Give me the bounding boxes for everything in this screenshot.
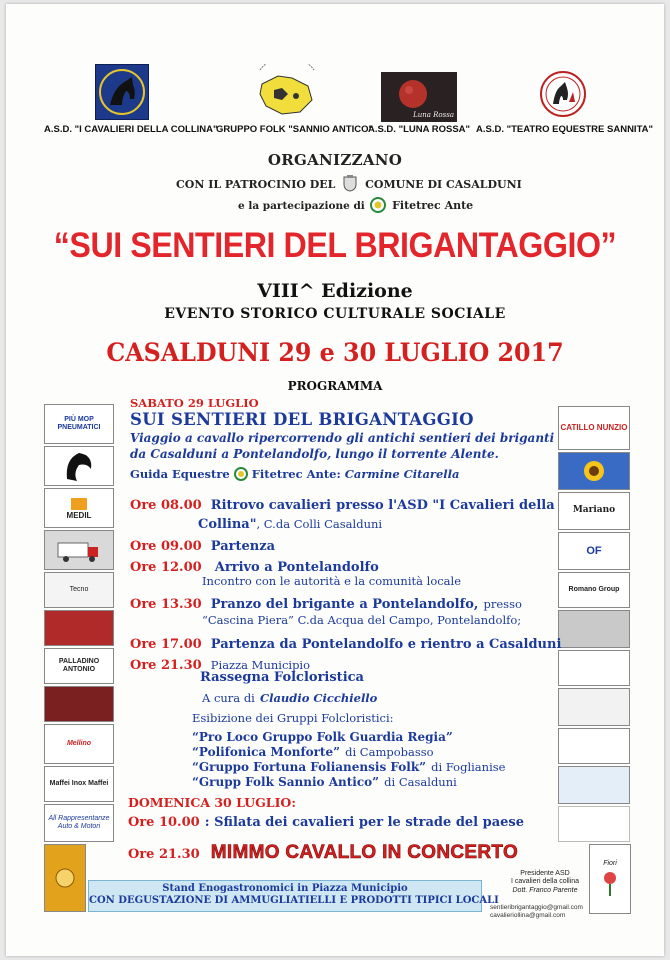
ad-palladino: PALLADINO ANTONIO (44, 648, 114, 684)
sunflower-icon (579, 456, 609, 486)
gold-emblem-icon (53, 866, 77, 890)
ad-of: OF (558, 532, 630, 570)
time-1330: Ore 13.30 (130, 597, 202, 612)
patrocinio-pre: CON IL PATROCINIO DEL (176, 178, 336, 191)
line2a-0800: Collina" (198, 517, 257, 532)
time-1200: Ore 12.00 (130, 560, 202, 575)
ad-tecno: Tecno (44, 572, 114, 608)
group-item (192, 771, 457, 790)
president-line1: Presidente ASD (520, 870, 570, 877)
organizzano-heading: ORGANIZZANO (267, 151, 403, 169)
title-1330: Pranzo del brigante a Pontelandolfo, (210, 597, 479, 612)
ad-maffei: Maffei Inox Maffei (44, 766, 114, 802)
edition-text: VIII^ Edizione (257, 280, 413, 302)
title-0800: Ritrovo cavalieri (210, 498, 332, 513)
schedule-item-1200 (130, 556, 379, 575)
president-line2: I cavalieri della collina (510, 878, 580, 886)
sunday-label: DOMENICA 30 LUGLIO: (128, 795, 296, 810)
stand-box (88, 880, 499, 912)
subtitle-text: EVENTO STORICO CULTURALE SOCIALE (164, 306, 506, 322)
group-name: “Pro Loco Gruppo Folk Guardia Regia” (192, 730, 453, 744)
line3a-2130: A cura di (202, 691, 255, 705)
saturday-label: SABATO 29 LUGLIO (130, 396, 259, 410)
line2-1200: Incontro con le autorità e la comunità locale (202, 574, 462, 588)
ad-building (558, 610, 630, 648)
ad-sunflower (558, 452, 630, 490)
title-1700: Partenza da Pontelandolfo e rientro a Casalduni (210, 637, 562, 652)
schedule-item-0800 (130, 494, 555, 513)
ad-right-8 (558, 688, 630, 726)
programma-heading: PROGRAMMA (287, 379, 383, 393)
time-0900: Ore 09.00 (130, 539, 202, 554)
partecipazione-pre: e la partecipazione di (238, 200, 365, 212)
box-logo-icon (69, 496, 89, 512)
guide-line: Guida Equestre Fitetrec Ante: Carmine Citarella (130, 467, 460, 481)
rest-0800: presso l'ASD "I Cavalieri della (336, 498, 555, 513)
sunday-item-2130 (128, 842, 518, 864)
title2-2130: Rassegna Folcloristica (200, 670, 364, 685)
group-name: “Polifonica Monforte” (192, 745, 341, 759)
guide-name: Carmine Citarella (344, 467, 460, 481)
rest-2130: Piazza Municipio (210, 658, 311, 672)
equestrian-theater-logo-icon (537, 68, 589, 120)
ad-red-band (44, 610, 114, 646)
ad-catillo: CATILLO NUNZIO (558, 406, 630, 450)
municipal-crest-icon (342, 175, 358, 192)
rest-1330: presso (483, 597, 522, 611)
group-name: “Grupp Folk Sannio Antico” (192, 775, 380, 789)
saturday-desc-2: da Casalduni a Pontelandolfo, lungo il torrente Alente. (130, 447, 499, 461)
ad-mariano: Mariano (558, 492, 630, 530)
time-1000: Ore 10.00 (128, 815, 200, 830)
schedule-item-0800-line2 (198, 513, 382, 532)
group-place: di Campobasso (345, 745, 434, 759)
logo-caption-sannio: GRUPPO FOLK "SANNIO ANTICO" (216, 124, 373, 135)
logo-sannio-antico (252, 64, 322, 122)
stand-line1: Stand Enogastronomici in Piazza Municipio (162, 883, 408, 894)
patrocinio-line (176, 175, 522, 192)
time-sunday-2130: Ore 21.30 (128, 847, 200, 862)
group-name: “Gruppo Fortuna Folianensis Folk” (192, 760, 427, 774)
logo-caption-cavalieri: A.S.D. "I CAVALIERI DELLA COLLINA" (44, 124, 218, 135)
flower-icon (598, 868, 622, 898)
schedule-item-1330 (130, 593, 522, 612)
guide-org: Fitetrec Ante (251, 467, 337, 481)
folk-map-logo-icon (252, 64, 322, 122)
ad-pneumatici: PIÙ MOP PNEUMATICI (44, 404, 114, 444)
fitetrec-logo-icon (370, 197, 386, 213)
president-line3: Dott. Franco Parente (512, 886, 578, 894)
patrocinio-post: COMUNE DI CASALDUNI (365, 178, 522, 191)
group-place: di Casalduni (384, 775, 457, 789)
ad-truck (44, 530, 114, 570)
luna-rossa-script: Luna Rossa (413, 111, 454, 119)
email-block (490, 904, 583, 920)
time-2130: Ore 21.30 (130, 658, 202, 673)
ad-right-7 (558, 650, 630, 686)
title-1200: Arrivo a Pontelandolfo (214, 560, 379, 575)
ad-dark (44, 686, 114, 722)
saturday-heading: SUI SENTIERI DEL BRIGANTAGGIO (130, 410, 474, 429)
text-1000: : Sfilata dei cavalieri per le strade del paese (204, 815, 525, 830)
logo-cavalieri (95, 64, 149, 120)
sunday-item-1000 (128, 811, 524, 830)
email-1[interactable]: sentieribrigantaggio@gmail.com (490, 904, 583, 911)
ad-romano: Romano Group (558, 572, 630, 608)
partecipazione-line (238, 197, 473, 213)
line2-1330: “Cascina Piera” C.da Acqua del Campo, Pontelandolfo; (202, 613, 522, 627)
ad-medil: MEDIL (44, 488, 114, 528)
line3b-2130: Claudio Cicchiello (259, 691, 378, 705)
truck-icon (54, 537, 104, 563)
time-0800: Ore 08.00 (130, 498, 202, 513)
ad-hair (44, 446, 114, 486)
ad-gold (44, 844, 86, 912)
group-place: di Foglianise (431, 760, 506, 774)
logo-caption-teatro: A.S.D. "TEATRO EQUESTRE SANNITA" (476, 124, 654, 135)
ad-right-10 (558, 766, 630, 804)
schedule-item-0900 (130, 535, 275, 554)
stand-line2: CON DEGUSTAZIONE DI AMMUGLIATIELLI E PRODOTTI TIPICI LOCALI (89, 895, 499, 906)
time-1700: Ore 17.00 (130, 637, 202, 652)
poster (6, 4, 664, 956)
email-2[interactable]: cavalieriollina@gmail.com (490, 911, 566, 919)
face-silhouette-icon (59, 449, 99, 483)
saturday-desc-1: Viaggio a cavallo ripercorrendo gli antichi sentieri dei briganti (130, 431, 555, 445)
ad-fiori: Fiori (589, 844, 631, 914)
concert-text: MIMMO CAVALLO IN CONCERTO (210, 842, 519, 863)
groups-intro: Esibizione dei Gruppi Folcloristici: (192, 711, 394, 725)
guide-pre: Guida Equestre (130, 467, 230, 481)
schedule-item-1700 (130, 633, 561, 652)
line3-2130 (202, 687, 377, 706)
horse-logo-icon (96, 65, 148, 119)
ad-right-9 (558, 728, 630, 764)
logo-luna-rossa (381, 72, 457, 122)
ad-rappresentanze: All Rappresentanze Auto & Motori (44, 804, 114, 842)
partecipazione-post: Fitetrec Ante (392, 199, 474, 212)
title-0900: Partenza (210, 539, 276, 554)
event-title: “SUI SENTIERI DEL BRIGANTAGGIO” (53, 226, 617, 265)
president-block (498, 870, 592, 895)
fitetrec-small-icon (234, 467, 248, 481)
logo-teatro-equestre (537, 68, 589, 120)
logo-caption-luna: A.S.D. "LUNA ROSSA" (367, 124, 471, 135)
line2b-0800: , C.da Colli Casalduni (256, 517, 383, 531)
ad-right-11 (558, 806, 630, 842)
ad-mellino: Mellino (44, 724, 114, 764)
dates-text: CASALDUNI 29 e 30 LUGLIO 2017 (106, 338, 564, 367)
